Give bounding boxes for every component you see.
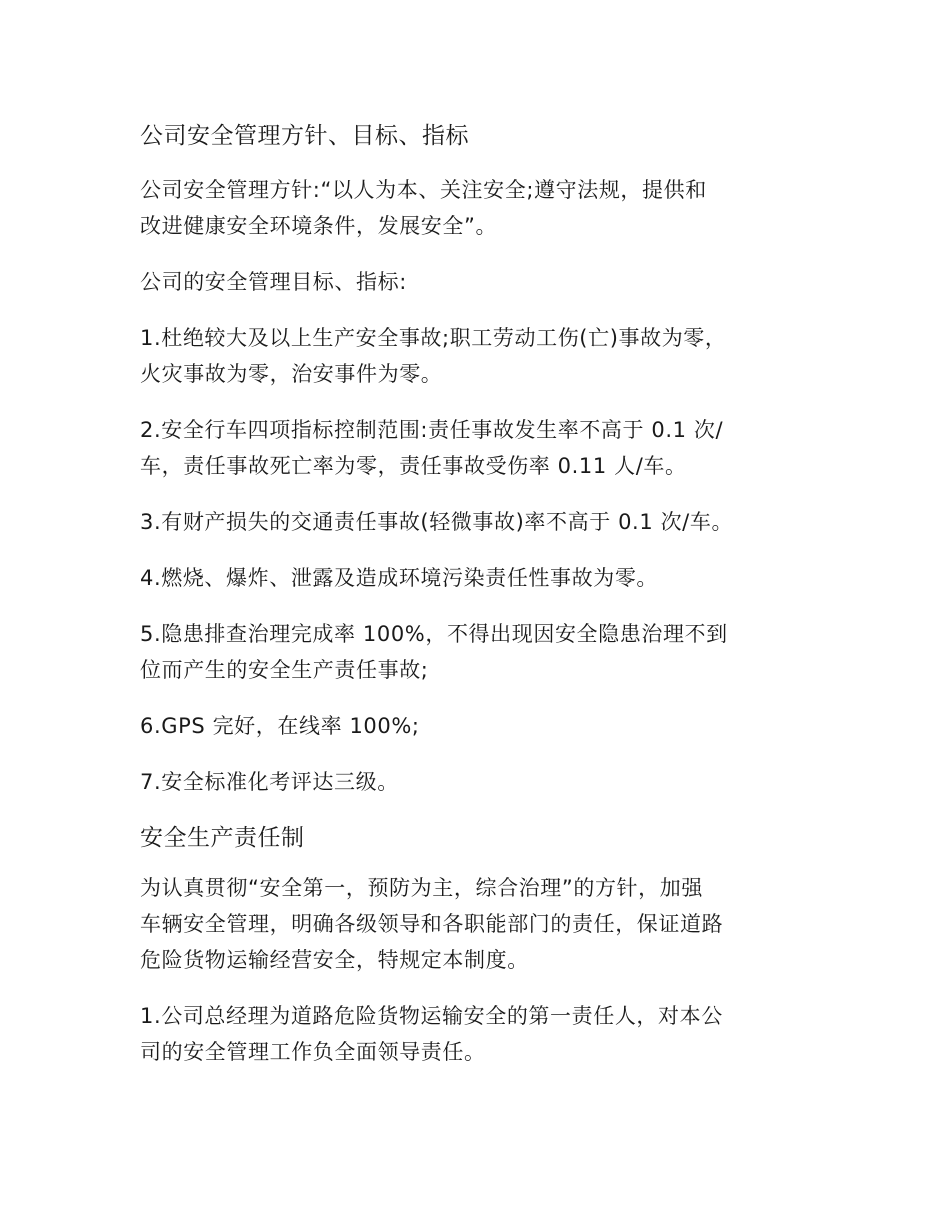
text-line: 火灾事故为零，治安事件为零。: [140, 362, 443, 386]
list-item-target-6: 6.GPS 完好，在线率 100%;: [140, 714, 420, 738]
paragraph-targets-intro: 公司的安全管理目标、指标:: [140, 270, 407, 294]
heading-responsibility-system: 安全生产责任制: [140, 825, 305, 851]
list-item-target-1: [140, 320, 810, 392]
list-item-target-7: 7.安全标准化考评达三级。: [140, 770, 399, 794]
text-line: 危险货物运输经营安全，特规定本制度。: [140, 948, 529, 972]
list-item-target-4: 4.燃烧、爆炸、泄露及造成环境污染责任性事故为零。: [140, 566, 659, 590]
paragraph-responsibility-intro: [140, 870, 810, 978]
text-line: 车，责任事故死亡率为零，责任事故受伤率 0.11 人/车。: [140, 454, 687, 478]
text-line: 1.公司总经理为道路危险货物运输安全的第一责任人，对本公: [140, 1004, 723, 1028]
text-line: 公司安全管理方针:“以人为本、关注安全;遵守法规，提供和: [140, 178, 707, 202]
text-line: 司的安全管理工作负全面领导责任。: [140, 1040, 486, 1064]
list-item-responsibility-1: [140, 998, 810, 1070]
text-line: 2.安全行车四项指标控制范围:责任事故发生率不高于 0.1 次/: [140, 418, 724, 442]
text-line: 位而产生的安全生产责任事故;: [140, 658, 429, 682]
heading-safety-policy: 公司安全管理方针、目标、指标: [140, 123, 469, 149]
text-line: 5.隐患排查治理完成率 100%，不得出现因安全隐患治理不到: [140, 622, 728, 646]
document-body: [140, 118, 810, 1090]
paragraph-safety-policy: [140, 172, 810, 244]
text-line: 改进健康安全环境条件，发展安全”。: [140, 214, 498, 238]
text-line: 为认真贯彻“安全第一，预防为主，综合治理”的方针，加强: [140, 876, 703, 900]
text-line: 1.杜绝较大及以上生产安全事故;职工劳动工伤(亡)事故为零，: [140, 326, 727, 350]
list-item-target-5: [140, 616, 810, 688]
list-item-target-3: 3.有财产损失的交通责任事故(轻微事故)率不高于 0.1 次/车。: [140, 510, 734, 534]
list-item-target-2: [140, 412, 810, 484]
text-line: 车辆安全管理，明确各级领导和各职能部门的责任，保证道路: [140, 912, 724, 936]
